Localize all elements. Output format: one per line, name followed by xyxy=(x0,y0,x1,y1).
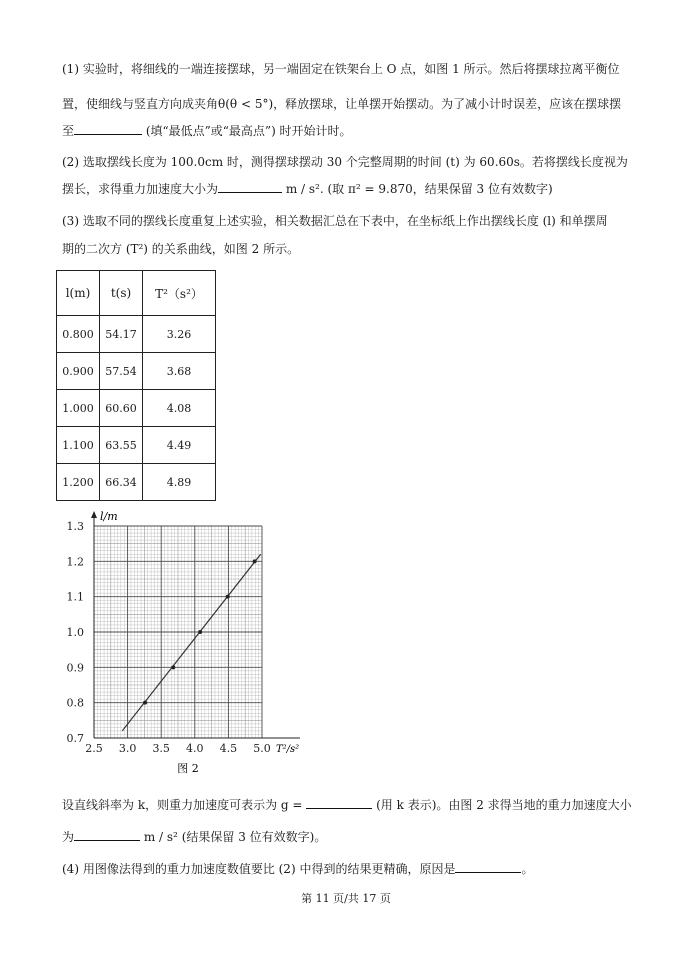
table-row xyxy=(57,353,216,390)
table-row xyxy=(57,390,216,427)
table-row xyxy=(57,316,216,353)
y-tick-label: 1.2 xyxy=(66,555,84,569)
q3-line1: (3) 选取不同的摆线长度重复上述实验，相关数据汇总在下表中，在坐标纸上作出摆线长度 (l) 和单摆周 xyxy=(62,214,608,228)
data-point xyxy=(198,630,202,634)
y-tick-label: 0.9 xyxy=(66,661,84,675)
q2-line2 xyxy=(62,180,553,198)
q4-suffix: 。 xyxy=(521,862,534,876)
table-cell: 54.17 xyxy=(100,316,143,353)
table-header-row xyxy=(57,271,216,316)
q3-line5 xyxy=(62,828,326,846)
table-cell: 1.000 xyxy=(57,390,100,427)
q4-line xyxy=(62,860,533,878)
x-tick-label: 4.5 xyxy=(219,742,238,755)
q2-line2-suffix: . (取 π² = 9.870，结果保留 3 位有效数字) xyxy=(319,182,553,196)
y-tick-label: 1.0 xyxy=(66,626,84,639)
data-table xyxy=(56,270,216,501)
q1-line1: (1) 实验时，将细线的一端连接摆球，另一端固定在铁架台上 O 点，如图 1 所示。然后将摆球拉离平衡位 xyxy=(62,62,620,76)
q4-prefix: (4) 用图像法得到的重力加速度数值要比 (2) 中得到的结果更精确，原因是 xyxy=(62,862,456,876)
y-tick-label: 1.1 xyxy=(66,590,84,604)
table-header: T²（s²） xyxy=(143,271,216,316)
table-cell: 60.60 xyxy=(100,390,143,427)
table-cell: 0.900 xyxy=(57,353,100,390)
y-axis-label: l/m xyxy=(100,510,118,523)
table-cell: 3.26 xyxy=(143,316,216,353)
tick-labels xyxy=(67,520,271,755)
table-cell: 0.800 xyxy=(57,316,100,353)
y-tick-label: 0.8 xyxy=(66,696,84,710)
q3-line5-prefix: 为 xyxy=(62,830,75,844)
answer-blank-1[interactable] xyxy=(74,122,142,135)
q1-line3-prefix: 至 xyxy=(62,124,75,138)
q2-line1: (2) 选取摆线长度为 100.0cm 时，测得摆球摆动 30 个完整周期的时间 (t) 为 60.60s。若将摆线长度视为 xyxy=(62,155,628,169)
q3-line5-suffix: (结果保留 3 位有效数字)。 xyxy=(181,830,327,844)
table-cell: 4.49 xyxy=(143,427,216,464)
q3-line4-prefix: 设直线斜率为 k，则重力加速度可表示为 g = xyxy=(62,798,303,812)
q2-line2-unit: m / s² xyxy=(285,182,320,196)
table-header: t(s) xyxy=(100,271,143,316)
answer-blank-4[interactable] xyxy=(74,828,140,841)
y-tick-label: 1.3 xyxy=(66,520,84,533)
table-header: l(m) xyxy=(57,271,100,316)
table-cell: 1.100 xyxy=(57,427,100,464)
x-tick-label: 3.0 xyxy=(118,742,137,755)
table-cell: 4.89 xyxy=(143,464,216,501)
x-tick-label: 3.5 xyxy=(152,742,170,755)
page-footer: 第 11 页/共 17 页 xyxy=(301,892,391,905)
table-cell: 63.55 xyxy=(100,427,143,464)
x-tick-label: 4.0 xyxy=(186,742,204,755)
q1-line3 xyxy=(62,122,352,140)
q2-line2-prefix: 摆长，求得重力加速度大小为 xyxy=(62,182,219,196)
y-axis-arrow xyxy=(91,511,97,518)
figure-2-chart xyxy=(58,508,318,788)
table-row xyxy=(57,427,216,464)
q3-line4-suffix: (用 k 表示)。由图 2 求得当地的重力加速度大小 xyxy=(376,798,632,812)
x-tick-label: 5.0 xyxy=(253,742,271,755)
q3-line5-unit: m / s² xyxy=(143,830,178,844)
data-point xyxy=(253,559,257,563)
y-tick-label: 0.7 xyxy=(66,732,84,745)
table-cell: 1.200 xyxy=(57,464,100,501)
table-row xyxy=(57,464,216,501)
answer-blank-3[interactable] xyxy=(306,796,372,809)
table-cell: 4.08 xyxy=(143,390,216,427)
data-point xyxy=(226,595,230,599)
chart-axes xyxy=(91,511,300,738)
answer-blank-5[interactable] xyxy=(455,860,521,873)
table-cell: 66.34 xyxy=(100,464,143,501)
figure-caption: 图 2 xyxy=(177,762,199,775)
data-point xyxy=(171,665,175,669)
x-tick-label: 2.5 xyxy=(85,742,103,755)
table-cell: 57.54 xyxy=(100,353,143,390)
answer-blank-2[interactable] xyxy=(218,180,282,193)
q3-line4 xyxy=(62,796,632,814)
q1-line3-suffix: (填“最低点”或“最高点”) 时开始计时。 xyxy=(145,124,352,138)
table-cell: 3.68 xyxy=(143,353,216,390)
data-point xyxy=(143,701,147,705)
x-axis-label: T²/s² xyxy=(276,744,300,755)
q3-line2: 期的二次方 (T²) 的关系曲线，如图 2 所示。 xyxy=(62,242,300,256)
q1-line2: 置，使细线与竖直方向成夹角θ(θ < 5°)，释放摆球，让单摆开始摆动。为了减小计时误差，应该在摆球摆 xyxy=(62,97,622,111)
